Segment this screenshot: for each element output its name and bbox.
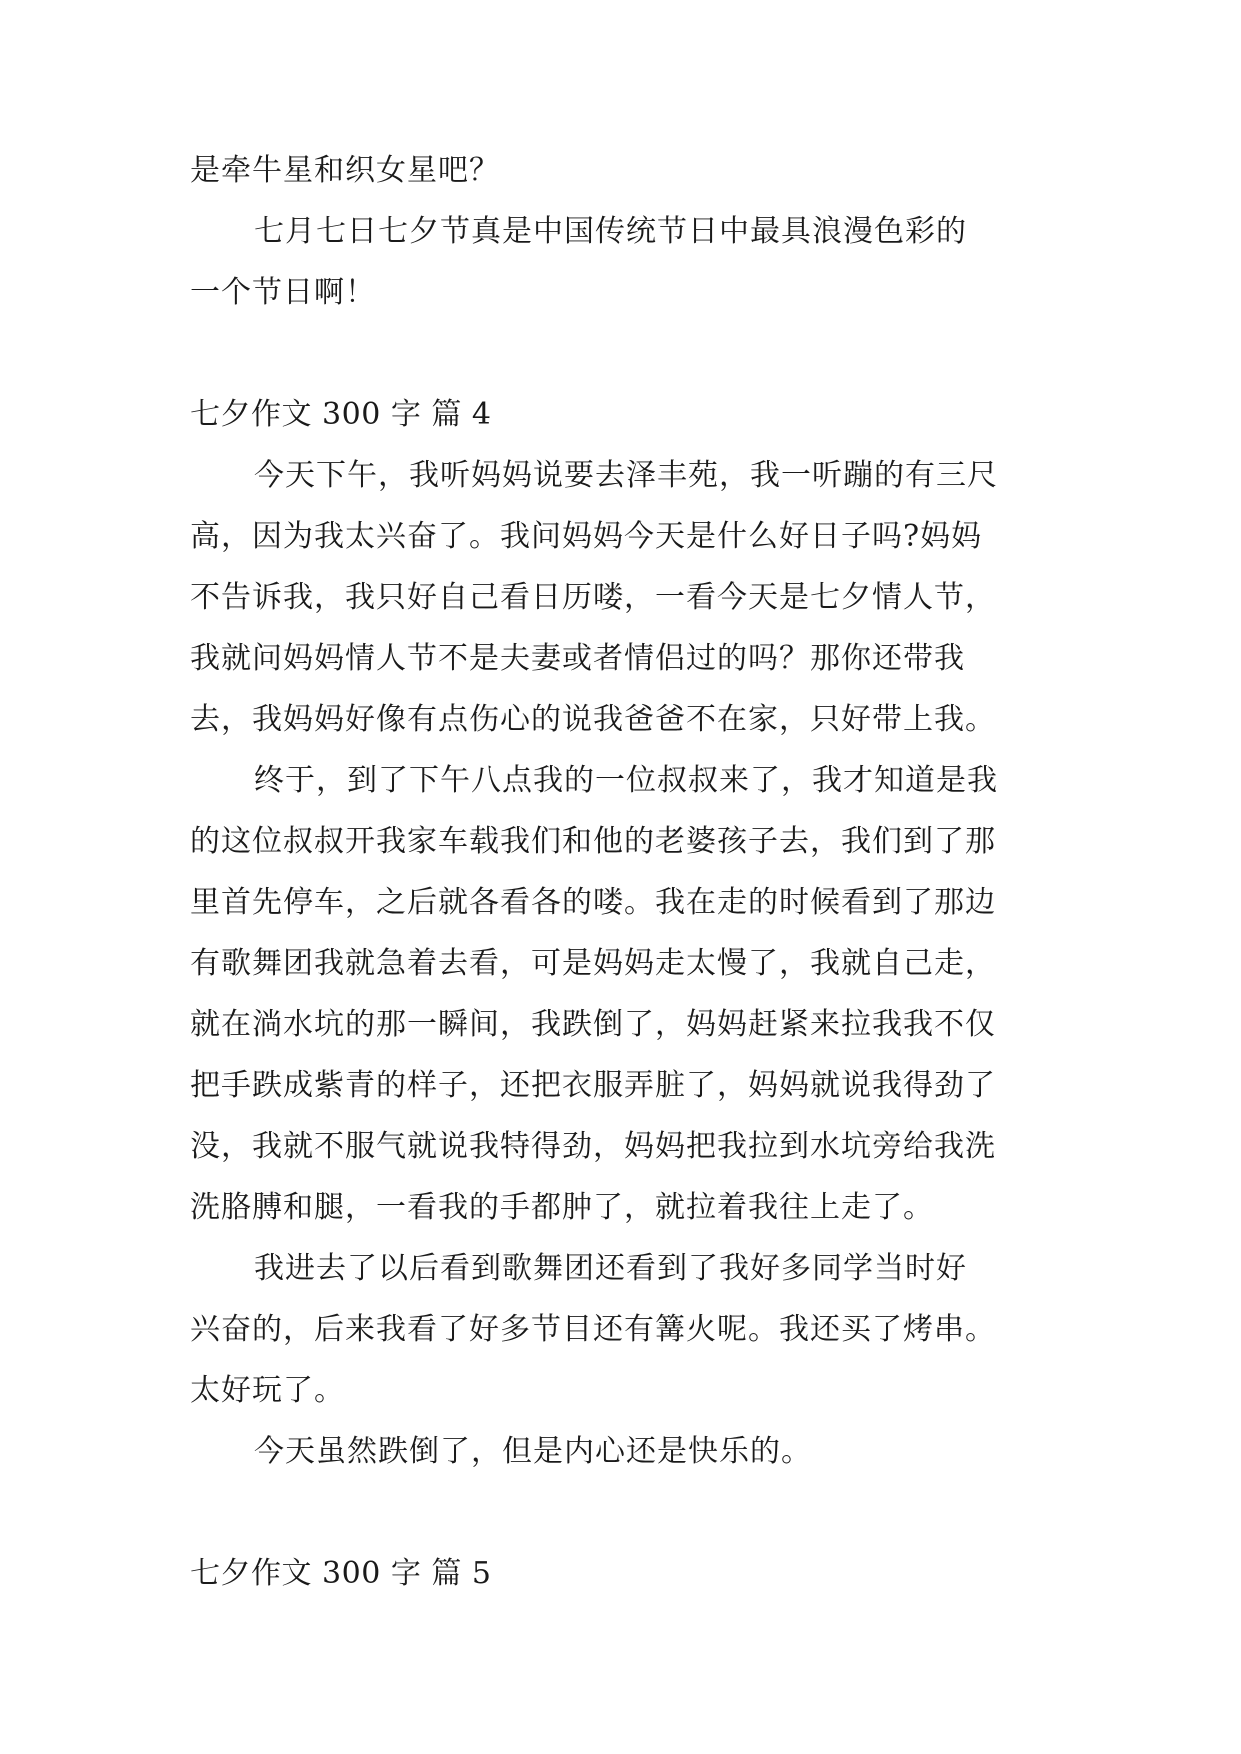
intro-paragraph [190,201,1060,323]
text-line: 去，我妈妈好像有点伤心的说我爸爸不在家，只好带上我。 [190,702,996,737]
text-line: 有歌舞团我就急着去看，可是妈妈走太慢了，我就自己走， [190,946,996,981]
text-line: 洗胳膊和腿，一看我的手都肿了，就拉着我往上走了。 [190,1190,934,1225]
text-line: 七月七日七夕节真是中国传统节日中最具浪漫色彩的 [254,214,967,249]
text-line: 高，因为我太兴奋了。我问妈妈今天是什么好日子吗?妈妈 [190,519,983,554]
section-gap [190,1482,1060,1543]
text-line: 今天虽然跌倒了，但是内心还是快乐的。 [254,1434,812,1469]
intro-paragraph-end [190,140,1060,201]
text-line: 的这位叔叔开我家车载我们和他的老婆孩子去，我们到了那 [190,824,996,859]
text-line: 兴奋的，后来我看了好多节目还有篝火呢。我还买了烤串。 [190,1312,996,1347]
section4-paragraph-4 [190,1421,1060,1482]
document-page [190,140,1060,1604]
text-line: 我进去了以后看到歌舞团还看到了我好多同学当时好 [254,1251,967,1286]
text-line: 是牵牛星和织女星吧？ [190,153,500,188]
section4-paragraph-3 [190,1238,1060,1421]
text-line: 终于，到了下午八点我的一位叔叔来了，我才知道是我 [254,763,998,798]
text-line: 把手跌成紫青的样子，还把衣服弄脏了，妈妈就说我得劲了 [190,1068,996,1103]
text-line: 就在淌水坑的那一瞬间，我跌倒了，妈妈赶紧来拉我我不仅 [190,1007,996,1042]
text-line: 我就问妈妈情人节不是夫妻或者情侣过的吗？那你还带我 [190,641,965,676]
section-heading-5: 七夕作文 300 字 篇 5 [190,1556,492,1591]
section4-paragraph-1 [190,445,1060,750]
text-line: 没，我就不服气就说我特得劲，妈妈把我拉到水坑旁给我洗 [190,1129,996,1164]
section4-paragraph-2 [190,750,1060,1238]
text-line: 里首先停车，之后就各看各的喽。我在走的时候看到了那边 [190,885,996,920]
text-line: 一个节日啊！ [190,275,376,310]
section-heading-4: 七夕作文 300 字 篇 4 [190,397,492,432]
text-line: 太好玩了。 [190,1373,345,1408]
text-line: 不告诉我，我只好自己看日历喽，一看今天是七夕情人节， [190,580,996,615]
text-line: 今天下午，我听妈妈说要去泽丰苑，我一听蹦的有三尺 [254,458,998,493]
section-gap [190,323,1060,384]
